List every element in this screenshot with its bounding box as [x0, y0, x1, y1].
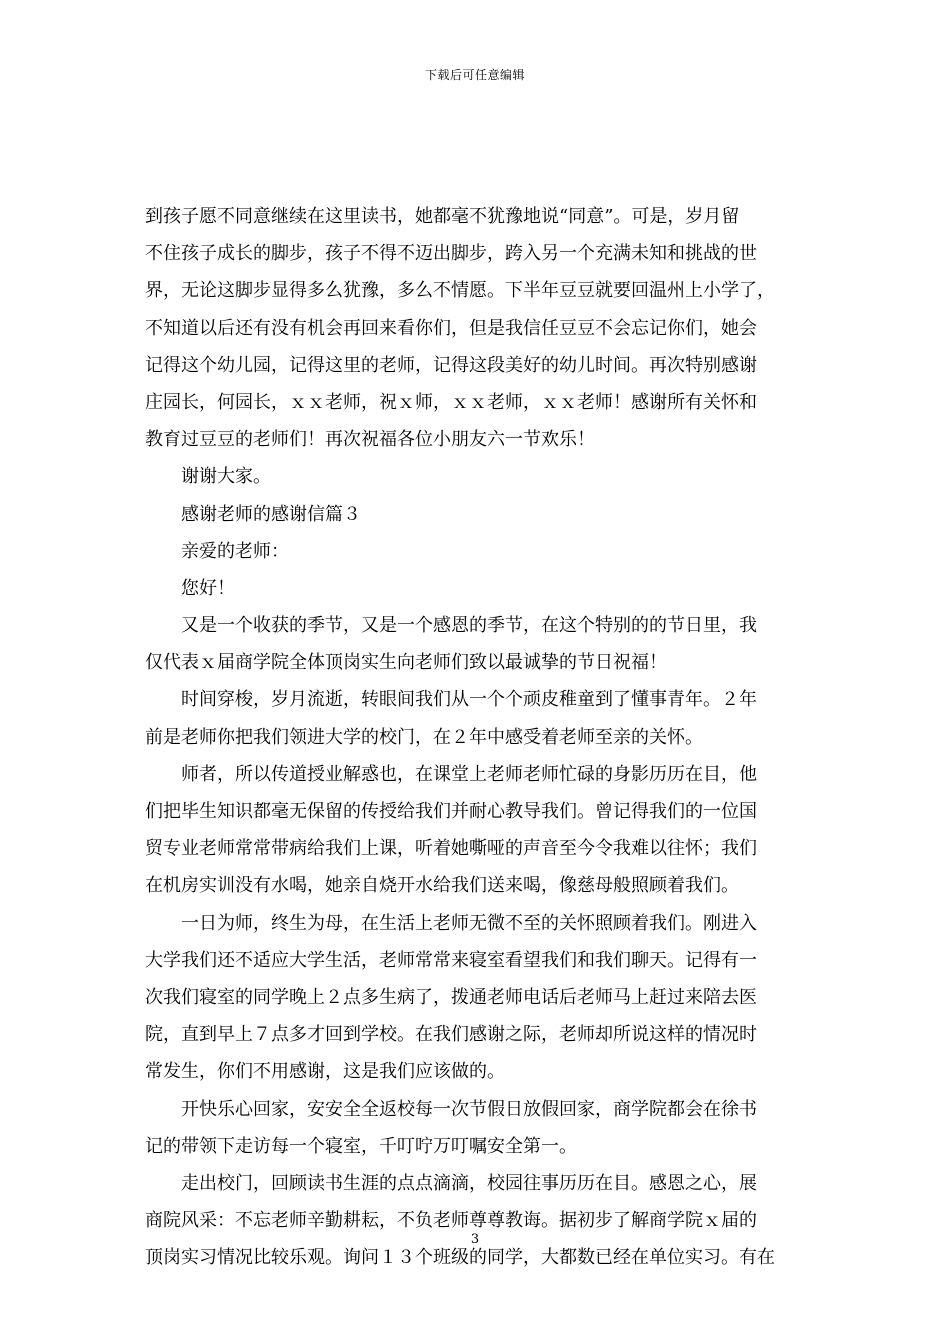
text-line: 商院风采：不忘老师辛勤耕耘，不负老师尊尊教诲。据初步了解商学院ｘ届的	[145, 1210, 757, 1232]
text-line: 走出校门，回顾读书生涯的点点滴滴，校园往事历历在目。感恩之心，展	[181, 1172, 757, 1194]
text-line: 记得这个幼儿园，记得这里的老师，记得这段美好的幼儿时间。再次特别感谢	[145, 354, 757, 376]
text-line: 贸专业老师常常带病给我们上课，听着她嘶哑的声音至今令我难以往怀；我们	[145, 838, 757, 860]
header-note: 下载后可任意编辑	[424, 68, 525, 82]
text-line: 顶岗实习情况比较乐观。询问１３个班级的同学，大都数已经在单位实习。有在	[145, 1247, 775, 1269]
text-line: 庄园长，何园长，ｘｘ老师，祝ｘ师，ｘｘ老师，ｘｘ老师！感谢所有关怀和	[145, 391, 757, 413]
text-line: 记的带领下走访每一个寝室，千叮咛万叮嘱安全第一。	[145, 1135, 577, 1157]
text-line: 们把毕生知识都毫无保留的传授给我们并耐心教导我们。曾记得我们的一位国	[145, 801, 757, 822]
document-body	[145, 198, 810, 1276]
text-line: 大学我们还不适应大学生活，老师常常来寝室看望我们和我们聊天。记得有一	[145, 949, 757, 971]
text-line: 教育过豆豆的老师们！再次祝福各位小朋友六一节欢乐！	[145, 429, 595, 451]
text-line: 不知道以后还有没有机会再回来看你们，但是我信任豆豆不会忘记你们，她会	[145, 317, 757, 339]
text-line: 师者，所以传道授业解惑也，在课堂上老师老师忙碌的身影历历在目，他	[181, 763, 757, 785]
text-line: 亲爱的老师：	[181, 540, 289, 562]
text-line: 不住孩子成长的脚步，孩子不得不迈出脚步，跨入另一个充满未知和挑战的世	[145, 243, 757, 265]
text-line: 常发生，你们不用感谢，这是我们应该做的。	[145, 1061, 505, 1083]
text-line: 界，无论这脚步显得多么犹豫，多么不情愿。下半年豆豆就要回温州上小学了，	[145, 280, 775, 302]
text-line: 一日为师，终生为母，在生活上老师无微不至的关怀照顾着我们。刚进入	[181, 912, 757, 934]
text-line: 时间穿梭，岁月流逝，转眼间我们从一个个顽皮稚童到了懂事青年。２年	[181, 689, 757, 711]
page-number: 3	[470, 1232, 480, 1247]
text-line: 又是一个收获的季节，又是一个感恩的季节，在这个特别的的节日里，我	[181, 615, 757, 637]
text-line: 您好！	[181, 577, 235, 599]
text-line: 仅代表ｘ届商学院全体顶岗实生向老师们致以最诚挚的节日祝福！	[145, 652, 667, 674]
text-line: 在机房实训没有水喝，她亲自烧开水给我们送来喝，像慈母般照顾着我们。	[145, 875, 739, 897]
text-line: 开快乐心回家，安安全全返校每一次节假日放假回家，商学院都会在徐书	[181, 1098, 757, 1120]
text-line: 到孩子愿不同意继续在这里读书，她都毫不犹豫地说“同意”。可是，岁月留	[145, 206, 740, 227]
text-line: 前是老师你把我们领进大学的校门，在２年中感受着老师至亲的关怀。	[145, 726, 703, 748]
text-line: 院，直到早上７点多才回到学校。在我们感谢之际，老师却所说这样的情况时	[145, 1024, 757, 1046]
text-line: 感谢老师的感谢信篇３	[181, 503, 361, 525]
text-line: 谢谢大家。	[181, 466, 271, 488]
text-line: 次我们寝室的同学晚上２点多生病了，拨通老师电话后老师马上赶过来陪去医	[145, 986, 757, 1008]
